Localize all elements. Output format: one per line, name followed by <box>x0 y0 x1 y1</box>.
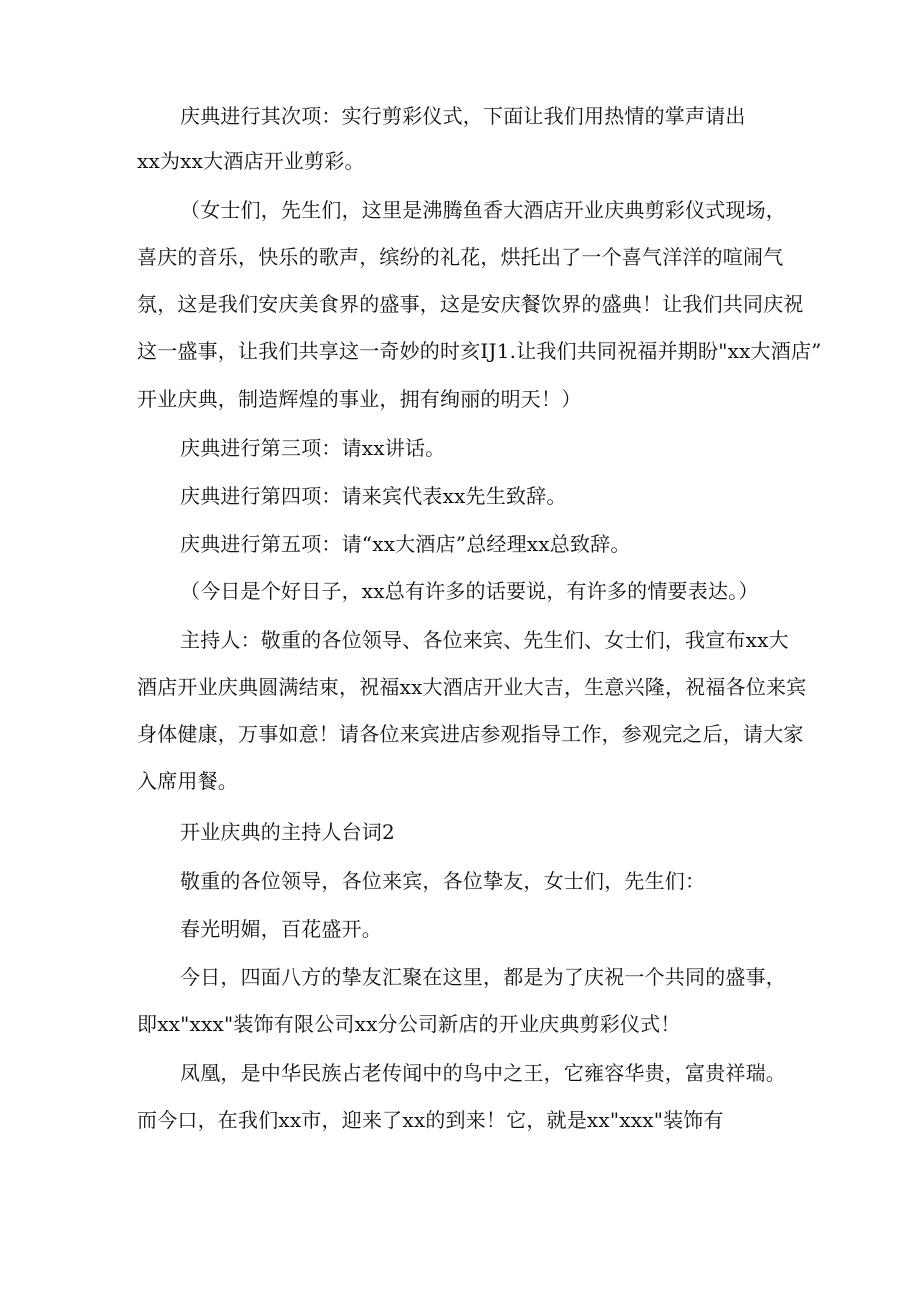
paragraph-line: 敬重的各位领导，各位来宾，各位挚友，女士们，先生们： <box>180 869 706 893</box>
paragraph-line: 酒店开业庆典圆满结束，祝福xx大酒店开业大吉，生意兴隆，祝福各位来宾 <box>137 675 807 699</box>
paragraph-line: 氛，这是我们安庆美食界的盛事，这是安庆餐饮界的盛典！让我们共同庆祝 <box>137 292 804 316</box>
paragraph-line: 身体健康，万事如意！请各位来宾进店参观指导工作，参观完之后，请大家 <box>137 722 804 746</box>
paragraph-line: 即xx"xxx"装饰有限公司xx分公司新店的开业庆典剪彩仪式！ <box>137 1012 681 1036</box>
paragraph-line: 庆典进行第四项：请来宾代表xx先生致辞。 <box>180 484 567 508</box>
paragraph-line: 今日，四面八方的挚友汇聚在这里，都是为了庆祝一个共同的盛事， <box>180 965 786 989</box>
paragraph-line: 喜庆的音乐，快乐的歌声，缤纷的礼花，烘托出了一个喜气洋洋的喧闹气 <box>137 245 784 269</box>
paragraph-line: 庆典进行其次项：实行剪彩仪式，下面让我们用热情的掌声请出 <box>180 104 746 128</box>
paragraph-line: 这一盛事，让我们共享这一奇妙的时亥IJ1.让我们共同祝福并期盼"xx大酒店” <box>137 339 822 363</box>
paragraph-line: 庆典进行第五项：请“xx大酒店”总经理xx总致辞。 <box>180 532 631 556</box>
paragraph-line: （女士们，先生们，这里是沸腾鱼香大酒店开业庆典剪彩仪式现场， <box>180 198 786 222</box>
section-heading: 开业庆典的主持人台词2 <box>180 820 395 844</box>
paragraph-line: 庆典进行第三项：请xx讲话。 <box>180 436 446 460</box>
paragraph-line: 春光明媚，百花盛开。 <box>180 917 382 941</box>
paragraph-line: xx为xx大酒店开业剪彩。 <box>137 149 365 173</box>
paragraph-line: 而今口，在我们xx市，迎来了xx的到来！它，就是xx"xxx"装饰有 <box>137 1108 724 1132</box>
paragraph-line: 入席用餐。 <box>137 769 238 793</box>
paragraph-line: 凤凰，是中华民族占老传闻中的鸟中之王，它雍容华贵，富贵祥瑞。 <box>180 1061 786 1085</box>
paragraph-line: 开业庆典，制造辉煌的事业，拥有绚丽的明天！） <box>137 387 582 411</box>
paragraph-line: 主持人：敬重的各位领导、各位来宾、先生们、女士们，我宣布xx大 <box>180 628 789 652</box>
paragraph-line: （今日是个好日子，xx总有许多的话要说，有许多的情要表达。） <box>180 579 759 603</box>
